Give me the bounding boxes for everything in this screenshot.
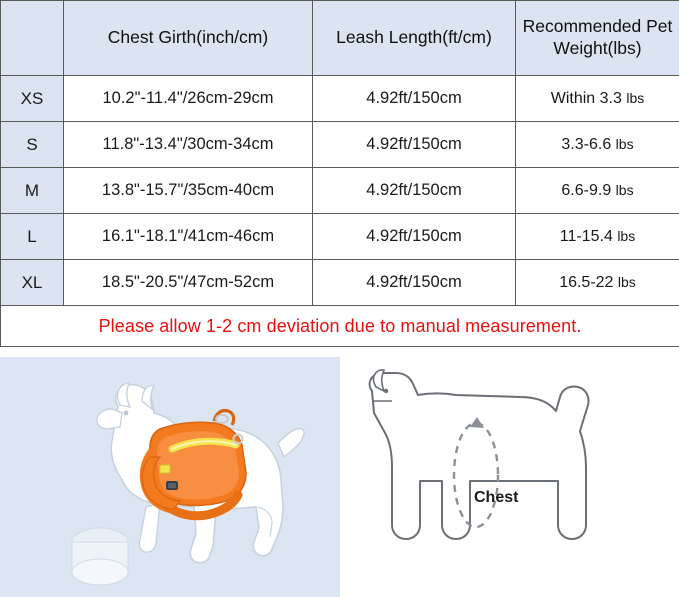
cell-leash-length: 4.92ft/150cm	[313, 214, 516, 260]
column-header-chest-girth: Chest Girth(inch/cm)	[64, 1, 313, 76]
chest-label: Chest	[474, 489, 518, 507]
table-header-row	[1, 1, 679, 76]
cell-chest-girth: 16.1"-18.1"/41cm-46cm	[64, 214, 313, 260]
weight-value: 3.3-6.6	[561, 136, 611, 153]
cell-leash-length: 4.92ft/150cm	[313, 76, 516, 122]
column-header-size	[1, 1, 64, 76]
weight-value: 16.5-22	[559, 274, 613, 291]
cell-chest-girth: 11.8"-13.4"/30cm-34cm	[64, 122, 313, 168]
illustration-panel	[0, 357, 679, 597]
weight-unit: lbs	[616, 182, 634, 198]
cell-pet-weight	[516, 214, 679, 260]
weight-value: 11-15.4	[560, 228, 613, 245]
cell-leash-length: 4.92ft/150cm	[313, 122, 516, 168]
cell-leash-length: 4.92ft/150cm	[313, 168, 516, 214]
cell-chest-girth: 10.2"-11.4"/26cm-29cm	[64, 76, 313, 122]
chest-measurement-diagram	[370, 370, 589, 539]
table-row	[1, 260, 679, 306]
table-row	[1, 122, 679, 168]
cell-leash-length: 4.92ft/150cm	[313, 260, 516, 306]
weight-value: Within 3.3	[551, 90, 622, 107]
cell-size: M	[1, 168, 64, 214]
weight-value: 6.6-9.9	[561, 182, 611, 199]
cell-pet-weight	[516, 76, 679, 122]
weight-unit: lbs	[618, 274, 636, 290]
table-row	[1, 214, 679, 260]
column-header-leash-length: Leash Length(ft/cm)	[313, 1, 516, 76]
cell-size: S	[1, 122, 64, 168]
illustration-artwork	[0, 357, 679, 597]
weight-unit: lbs	[616, 136, 634, 152]
cell-chest-girth: 13.8"-15.7"/35cm-40cm	[64, 168, 313, 214]
table-row	[1, 168, 679, 214]
cell-pet-weight	[516, 168, 679, 214]
cell-size: L	[1, 214, 64, 260]
measurement-note-cell	[1, 306, 679, 347]
cell-pet-weight	[516, 122, 679, 168]
measurement-note: Please allow 1-2 cm deviation due to manual measurement.	[99, 316, 582, 336]
weight-unit: lbs	[626, 90, 644, 106]
table-body	[1, 76, 679, 347]
table-header	[1, 1, 679, 76]
table-note-row	[1, 306, 679, 347]
weight-unit: lbs	[617, 228, 635, 244]
cell-size: XL	[1, 260, 64, 306]
cell-chest-girth: 18.5"-20.5"/47cm-52cm	[64, 260, 313, 306]
cell-pet-weight	[516, 260, 679, 306]
column-header-pet-weight: Recommended Pet Weight(lbs)	[516, 1, 679, 76]
cell-size: XS	[1, 76, 64, 122]
table-row	[1, 76, 679, 122]
